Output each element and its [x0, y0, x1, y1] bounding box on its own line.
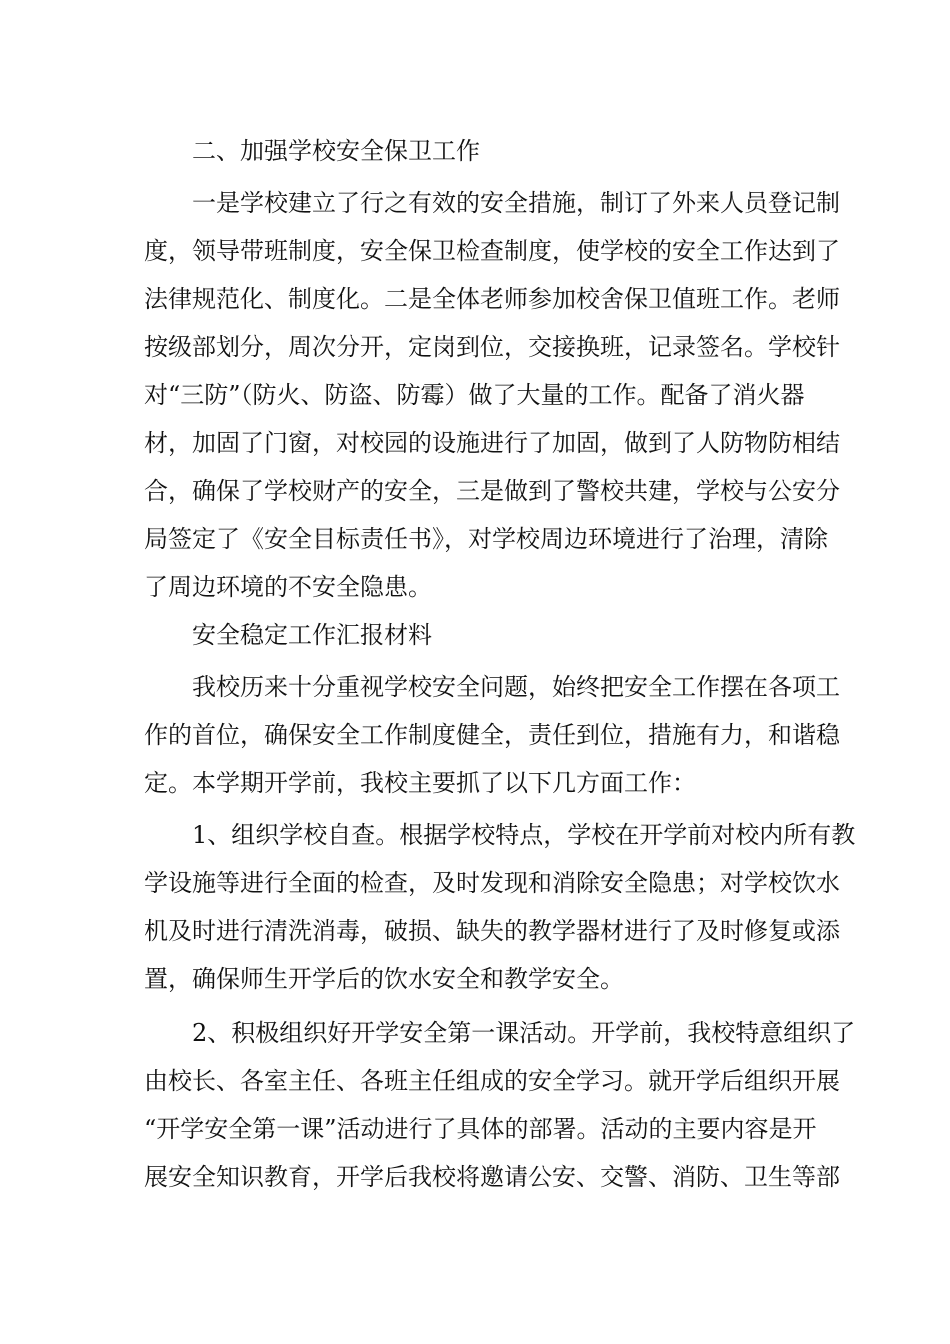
paragraph-line: 1、组织学校自查。根据学校特点，学校在开学前对校内所有教 [192, 821, 856, 849]
paragraph-line: 材，加固了门窗，对校园的设施进行了加固，做到了人防物防相结 [144, 429, 840, 457]
paragraph-line: 展安全知识教育，开学后我校将邀请公安、交警、消防、卫生等部 [144, 1163, 840, 1191]
document-title: 安全稳定工作汇报材料 [192, 621, 432, 649]
paragraph-line: 一是学校建立了行之有效的安全措施，制订了外来人员登记制 [192, 189, 840, 217]
paragraph-line: 由校长、各室主任、各班主任组成的安全学习。就开学后组织开展 [144, 1067, 840, 1095]
paragraph-line: 作的首位，确保安全工作制度健全，责任到位，措施有力，和谐稳 [144, 721, 840, 749]
paragraph-line: 2、积极组织好开学安全第一课活动。开学前，我校特意组织了 [192, 1019, 856, 1047]
paragraph-line: “开学安全第一课”活动进行了具体的部署。活动的主要内容是开 [144, 1115, 817, 1143]
paragraph-line: 对“三防”（防火、防盗、防霉）做了大量的工作。配备了消火器 [144, 381, 805, 409]
paragraph-line: 定。本学期开学前，我校主要抓了以下几方面工作： [144, 769, 696, 797]
section-heading: 二、加强学校安全保卫工作 [192, 137, 480, 165]
paragraph-line: 合，确保了学校财产的安全，三是做到了警校共建，学校与公安分 [144, 477, 840, 505]
paragraph-line: 机及时进行清洗消毒，破损、缺失的教学器材进行了及时修复或添 [144, 917, 840, 945]
paragraph-line: 学设施等进行全面的检查，及时发现和消除安全隐患；对学校饮水 [144, 869, 840, 897]
paragraph-line: 法律规范化、制度化。二是全体老师参加校舍保卫值班工作。老师 [144, 285, 840, 313]
paragraph-line: 了周边环境的不安全隐患。 [144, 573, 432, 601]
paragraph-line: 度，领导带班制度，安全保卫检查制度，使学校的安全工作达到了 [144, 237, 840, 265]
paragraph-line: 局签定了《安全目标责任书》，对学校周边环境进行了治理，清除 [144, 525, 828, 553]
paragraph-line: 按级部划分，周次分开，定岗到位，交接换班，记录签名。学校针 [144, 333, 840, 361]
paragraph-line: 置，确保师生开学后的饮水安全和教学安全。 [144, 965, 624, 993]
paragraph-line: 我校历来十分重视学校安全问题，始终把安全工作摆在各项工 [192, 673, 840, 701]
document-body [144, 127, 856, 1201]
